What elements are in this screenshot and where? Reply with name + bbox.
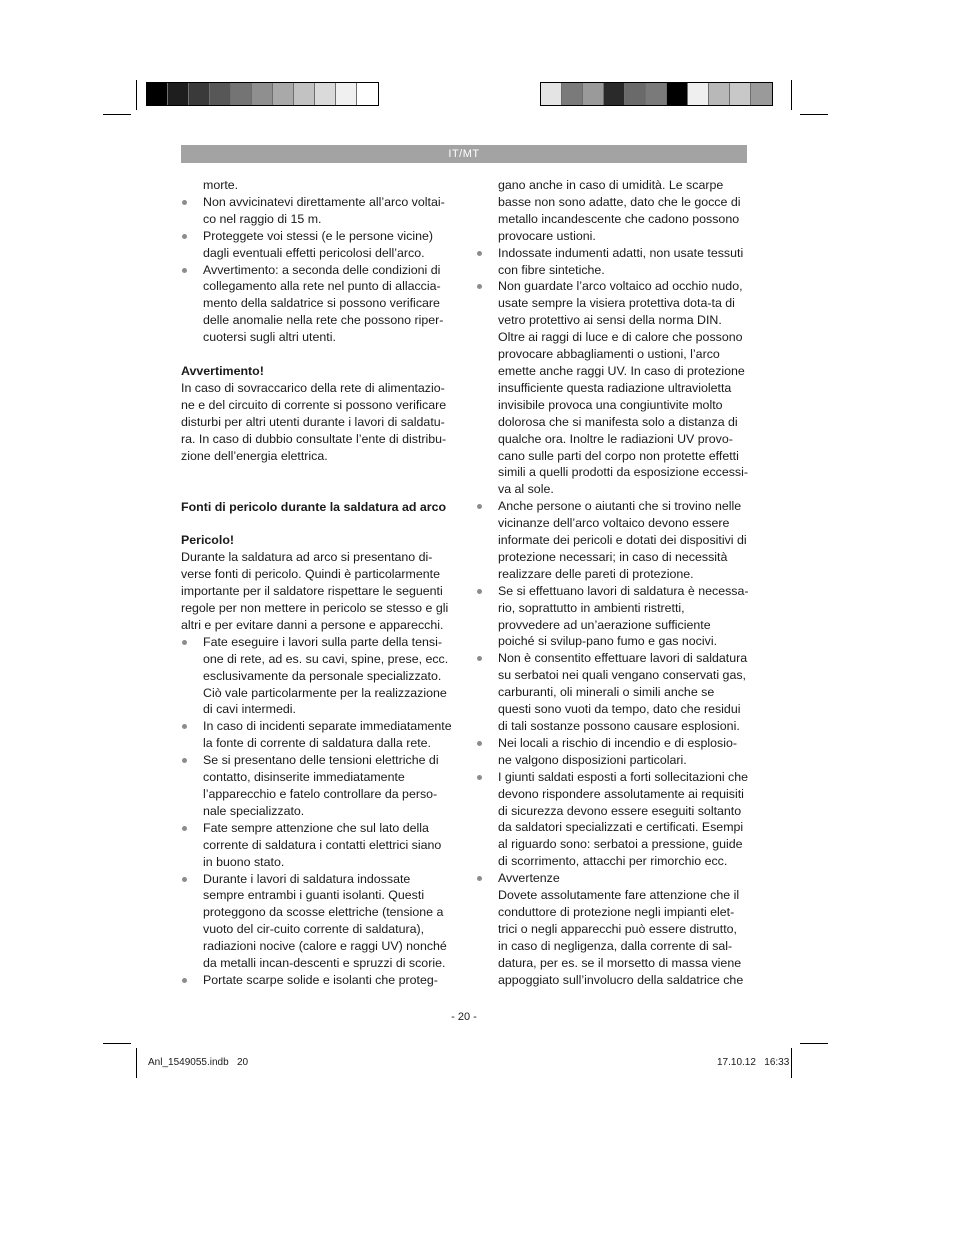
color-swatch	[294, 83, 315, 105]
color-bar-left	[146, 82, 379, 106]
crop-mark	[136, 1048, 137, 1078]
crop-mark	[791, 80, 792, 110]
color-swatch	[273, 83, 294, 105]
color-bar-right	[540, 82, 773, 106]
warning-heading: Avvertimento!	[181, 364, 264, 379]
list-item: Avvertimento: a seconda delle condizioni di collegamento alla rete nel punto di allaccia-mento della saldatrice si possono verificare delle anomalie nella rete che possono riper-cuotersi sugli altri utenti.	[181, 262, 453, 347]
color-swatch	[189, 83, 210, 105]
section-heading: Fonti di pericolo durante la saldatura ad arco	[181, 499, 447, 514]
color-swatch	[210, 83, 231, 105]
color-swatch	[583, 83, 604, 105]
right-column	[476, 177, 750, 989]
list-item: Non è consentito effettuare lavori di saldatura su serbatoi nei quali vengano conservati gas, carburanti, oli minerali o simili anche se questi sono vuoti da tempo, dato che residui di tali sostanze possono causare esplosioni.	[476, 650, 750, 735]
warning-paragraph: In caso di sovraccarico della rete di alimentazio-ne e del circuito di corrente si possono verificare disturbi per altri utenti durante i lavori di saldatu-ra. In caso di dubbio consultate l’ente di distribu-zione dell’energia elettrica.	[181, 380, 447, 463]
list-item: Se si effettuano lavori di saldatura è necessa-rio, soprattutto in ambienti ristretti, provvedere ad un’aerazione sufficiente poiché si svilup-pano fumo e gas nocivi.	[476, 583, 750, 651]
crop-mark	[103, 1043, 131, 1044]
list-item: I giunti saldati esposti a forti sollecitazioni che devono rispondere assolutamente ai requisiti di sicurezza devono essere eseguiti soltanto da saldatori specializzati e certificati. Esempi al riguardo sono: serbatoi a pressione, guide di scorrimento, attacchi per rimorchio ecc.	[476, 769, 750, 870]
color-swatch	[315, 83, 336, 105]
color-swatch	[625, 83, 646, 105]
color-swatch	[541, 83, 562, 105]
continuation-text: gano anche in caso di umidità. Le scarpe basse non sono adatte, dato che le gocce di metallo incandescente che cadono possono provocare ustioni.	[498, 178, 741, 243]
crop-mark	[136, 80, 137, 110]
file-name: Anl_1549055.indb 20	[148, 1057, 249, 1068]
list-item: Non guardate l’arco voltaico ad occhio nudo, usate sempre la visiera protettiva dota-ta di vetro protettivo ai sensi della norma DIN. Oltre ai raggi di luce e di calore che possono provocare abbagliamenti o ustioni, l’arco emette anche raggi UV. In caso di protezione insufficiente questa radiazione ultravioletta invisibile provoca una congiuntivite molto dolorosa che si manifesta solo a distanza di qualche ora. Inoltre le radiazioni UV provo-cano sulle parti del corpo non protette effetti simili a quelli prodotti da esposizione eccessi-va al sole.	[476, 278, 750, 498]
list-item: Nei locali a rischio di incendio e di esplosio-ne valgono disposizioni particolari.	[476, 735, 750, 769]
color-swatch	[231, 83, 252, 105]
bullet-list-top	[181, 194, 453, 346]
color-swatch	[252, 83, 273, 105]
crop-mark	[103, 114, 131, 115]
crop-mark	[791, 1048, 792, 1078]
color-swatch	[688, 83, 709, 105]
color-swatch	[336, 83, 357, 105]
color-swatch	[667, 83, 688, 105]
list-item: Portate scarpe solide e isolanti che proteg-	[181, 972, 453, 989]
list-item: Durante i lavori di saldatura indossate sempre entrambi i guanti isolanti. Questi proteggono da scosse elettriche (tensione a vuoto del cir-cuito corrente di saldatura), radiazioni nocive (calore e raggi UV) nonché da metalli incan-descenti e spruzzi di scorie.	[181, 871, 453, 972]
color-swatch	[751, 83, 772, 105]
danger-paragraph: Durante la saldatura ad arco si presentano di-verse fonti di pericolo. Quindi è particolarmente importante per il saldatore rispettare le seguenti regole per non mettere in pericolo se stesso e gli altri e per evitare danni a persone e apparecchi.	[181, 550, 449, 632]
list-item: Se si presentano delle tensioni elettriche di contatto, disinserite immediatamente l’apparecchio e fatelo controllare da perso-nale specializzato.	[181, 752, 453, 820]
crop-mark	[800, 114, 828, 115]
list-item: Avvertenze Dovete assolutamente fare attenzione che il conduttore di protezione negli impianti elet-trici o negli apparecchi può essere distrutto, in caso di negligenza, dalla corrente di sal-datura, per es. se il morsetto di massa viene appoggiato sull’involucro della saldatrice che	[476, 870, 750, 988]
color-swatch	[709, 83, 730, 105]
list-item: Non avvicinatevi direttamente all’arco voltai-co nel raggio di 15 m.	[181, 194, 453, 228]
list-item: Fate sempre attenzione che sul lato della corrente di saldatura i contatti elettrici siano in buono stato.	[181, 820, 453, 871]
continuation-text: morte.	[203, 178, 239, 192]
list-item: Fate eseguire i lavori sulla parte della tensi-one di rete, ad es. su cavi, spine, prese, ecc. esclusivamente da personale specializzato. Ciò vale particolarmente per la realizzazione di cavi intermedi.	[181, 634, 453, 719]
color-swatch	[604, 83, 625, 105]
list-item: In caso di incidenti separate immediatamente la fonte di corrente di saldatura dalla rete.	[181, 718, 453, 752]
language-code: IT/MT	[448, 148, 480, 160]
color-swatch	[147, 83, 168, 105]
list-item: Proteggete voi stessi (e le persone vicine) dagli eventuali effetti pericolosi dell’arco.	[181, 228, 453, 262]
bullet-list	[476, 245, 750, 989]
bullet-list-bottom	[181, 634, 453, 989]
danger-heading: Pericolo!	[181, 533, 235, 548]
language-header	[181, 145, 747, 163]
list-item: Indossate indumenti adatti, non usate tessuti con fibre sintetiche.	[476, 245, 750, 279]
color-swatch	[357, 83, 378, 105]
list-item: Anche persone o aiutanti che si trovino nelle vicinanze dell’arco voltaico devono essere informate dei pericoli e dotati dei dispositivi di protezione necessari; in caso di necessità realizzare delle pareti di protezione.	[476, 498, 750, 583]
page-number: - 20 -	[451, 1011, 477, 1023]
left-column	[181, 177, 453, 989]
color-swatch	[646, 83, 667, 105]
crop-mark	[800, 1043, 828, 1044]
color-swatch	[562, 83, 583, 105]
color-swatch	[730, 83, 751, 105]
color-swatch	[168, 83, 189, 105]
print-timestamp: 17.10.12 16:33	[717, 1057, 790, 1068]
